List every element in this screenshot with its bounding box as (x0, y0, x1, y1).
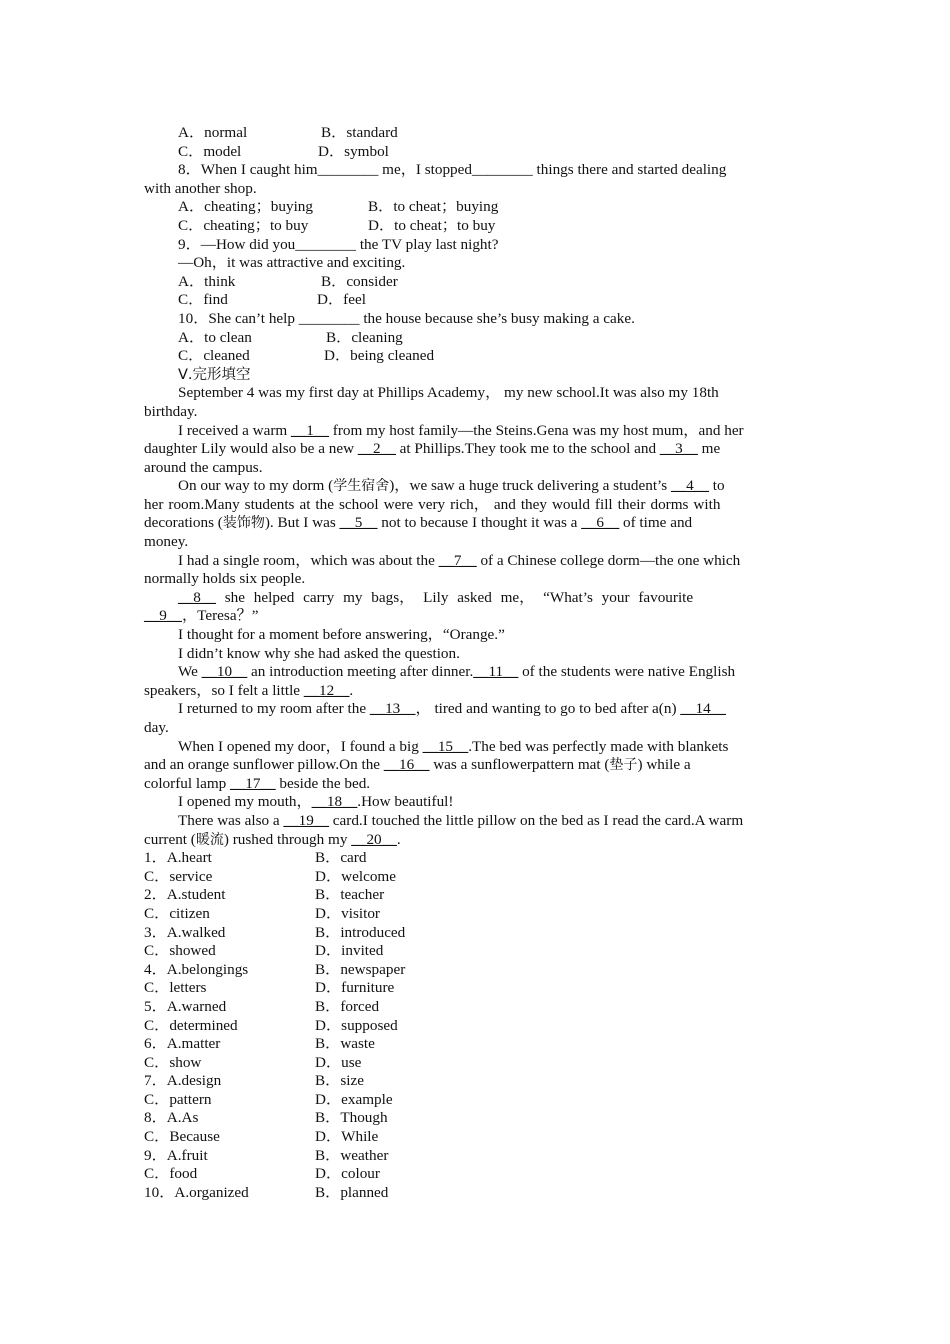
passage-p2-line3: around the campus. (144, 458, 263, 476)
text: .How beautiful! (357, 793, 454, 811)
blank-6: __6__ (581, 514, 620, 532)
text: colorful lamp (144, 774, 231, 792)
q8-option-d: D．to cheat；to buy (368, 216, 496, 234)
blank-9: __9__ (144, 607, 182, 625)
option-row (144, 1072, 806, 1091)
option-1d: D．welcome (315, 867, 396, 885)
q10-stem: 10．She can’t help ________ the house because she’s busy making a cake. (178, 309, 635, 327)
option-row (144, 1091, 806, 1110)
q7-option-a: A．normal (178, 124, 248, 141)
q8-option-a: A．cheating；buying (178, 198, 313, 216)
blank-4: __4__ (670, 477, 709, 495)
q9-option-d: D．feel (317, 291, 366, 309)
option-7a: 7．A.design (144, 1072, 222, 1090)
text: at Phillips.They took me to the school and (395, 440, 660, 458)
text: . (349, 681, 354, 699)
option-5c: C．determined (144, 1016, 238, 1034)
text: of time and (619, 514, 693, 532)
q9-option-c: C．find (178, 291, 228, 309)
text: On our way to my dorm ( (178, 477, 334, 495)
blank-8: __8__ (178, 588, 216, 606)
passage-p9-line2: day. (144, 719, 169, 736)
option-5d: D．supposed (315, 1016, 398, 1034)
passage-p4-line1 (144, 552, 806, 571)
q7-options-ab (144, 124, 806, 143)
option-2b: B．teacher (315, 886, 385, 904)
chinese-gloss: 暖流 (195, 831, 224, 848)
option-6a: 6．A.matter (144, 1035, 221, 1053)
blank-11: __11__ (473, 663, 519, 681)
section-title: Ⅴ.完形填空 (178, 366, 251, 383)
blank-17: __17__ (230, 774, 276, 792)
option-6c: C．show (144, 1053, 202, 1071)
option-row (144, 942, 806, 961)
option-row (144, 1035, 806, 1054)
text: not to because I thought it was a (377, 514, 582, 532)
option-row (144, 961, 806, 980)
q10-options-cd (144, 347, 806, 366)
passage-p9-line1 (144, 700, 806, 719)
text: ) rushed through my (223, 830, 352, 848)
text: I had a single room，which was about the (178, 551, 439, 569)
option-5a: 5．A.warned (144, 997, 227, 1015)
passage-p5-line2 (144, 607, 806, 626)
text: ， tired and wanting to go to bed after a(n) (415, 700, 681, 718)
passage-p7: I didn’t know why she had asked the question. (178, 644, 460, 662)
text: beside the bed. (275, 774, 371, 792)
passage-p1-line1 (144, 384, 806, 403)
blank-7: __7__ (438, 551, 477, 569)
text: I opened my mouth， (178, 793, 312, 811)
passage-p6: I thought for a moment before answering，“Orange.” (178, 626, 505, 644)
q9-option-a: A．think (178, 272, 236, 290)
option-4b: B．newspaper (315, 960, 406, 978)
text: of a Chinese college dorm—the one which (476, 551, 741, 569)
option-row (144, 868, 806, 887)
option-1a: 1．A.heart (144, 849, 212, 867)
q8-stem: 8．When I caught him________ me，I stopped________ things there and started dealing (178, 161, 727, 179)
blank-19: __19__ (283, 811, 329, 829)
text: an introduction meeting after dinner. (247, 663, 474, 681)
option-row (144, 1017, 806, 1036)
text: decorations ( (144, 514, 223, 532)
option-3b: B．introduced (315, 923, 406, 941)
blank-12: __12__ (303, 681, 350, 699)
option-6d: D．use (315, 1053, 362, 1071)
option-1c: C．service (144, 867, 213, 885)
text: . (396, 830, 401, 848)
option-4a: 4．A.belongings (144, 960, 249, 978)
option-10a: 10．A.organized (144, 1183, 249, 1201)
chinese-gloss: 装饰物 (222, 515, 265, 532)
q9-reply: —Oh，it was attractive and exciting. (178, 254, 406, 272)
option-2a: 2．A.student (144, 886, 226, 904)
blank-5: __5__ (339, 514, 378, 532)
chinese-gloss: 垫子 (609, 757, 638, 774)
option-7d: D．example (315, 1090, 393, 1108)
option-row (144, 886, 806, 905)
q10-option-c: C．cleaned (178, 347, 250, 365)
text: When I opened my door，I found a big (178, 737, 423, 755)
q9-options-ab (144, 273, 806, 292)
passage-p10-line3 (144, 775, 806, 794)
blank-3: __3__ (659, 440, 698, 458)
text: I received a warm (178, 421, 291, 439)
option-row (144, 905, 806, 924)
text: daughter Lily would also be a new (144, 440, 358, 458)
option-row (144, 849, 806, 868)
option-7c: C．pattern (144, 1090, 212, 1108)
passage-p2-line1 (144, 422, 806, 441)
passage-p2-line2 (144, 440, 806, 459)
q9-stem: 9．—How did you________ the TV play last night? (178, 235, 499, 253)
q7-options-cd (144, 143, 806, 162)
option-2c: C．citizen (144, 904, 210, 922)
blank-16: __16__ (383, 756, 430, 774)
passage-p3-line2: her room.Many students at the school were very rich， and they would fill their dorms with (144, 495, 721, 513)
q8-options-cd (144, 217, 806, 236)
option-2d: D．visitor (315, 904, 380, 922)
option-3d: D．invited (315, 942, 384, 960)
option-row (144, 1165, 806, 1184)
option-3a: 3．A.walked (144, 923, 226, 941)
option-1b: B．card (315, 849, 367, 867)
text: me (697, 440, 721, 458)
text: )，we saw a huge truck delivering a student’s (389, 477, 671, 495)
option-row (144, 1184, 806, 1203)
option-9c: C．food (144, 1165, 198, 1183)
q7-option-c: C．model (178, 142, 242, 160)
option-7b: B．size (315, 1072, 364, 1090)
option-8a: 8．A.As (144, 1109, 199, 1127)
passage-p5-line1 (144, 589, 806, 608)
blank-15: __15__ (422, 737, 469, 755)
option-row (144, 1128, 806, 1147)
passage-p11 (144, 793, 806, 812)
option-8c: C．Because (144, 1128, 220, 1146)
passage-p10-line1 (144, 738, 806, 757)
text: card.I touched the little pillow on the bed as I read the card.A warm (329, 811, 744, 829)
text: September 4 was my first day at Phillips Academy， my new school.It was also my 18th (178, 384, 719, 402)
text: speakers，so I felt a little (144, 681, 304, 699)
document-page (144, 124, 806, 1202)
passage-p12-line1 (144, 812, 806, 831)
q9-options-cd (144, 291, 806, 310)
chinese-gloss: 学生宿舍 (333, 478, 390, 495)
option-4d: D．furniture (315, 979, 395, 997)
passage-p1-line2: birthday. (144, 402, 198, 420)
option-3c: C．showed (144, 942, 216, 960)
blank-1: __1__ (291, 421, 329, 439)
text: There was also a (178, 811, 284, 829)
text: We (178, 663, 202, 681)
passage-p3-line4: money. (144, 533, 189, 551)
blank-10: __10__ (201, 663, 248, 681)
option-9b: B．weather (315, 1146, 389, 1164)
option-8b: B．Though (315, 1109, 388, 1127)
text: current ( (144, 830, 196, 848)
option-4c: C．letters (144, 979, 207, 997)
option-6b: B．waste (315, 1035, 375, 1053)
blank-20: __20__ (351, 830, 397, 848)
passage-p12-line2 (144, 831, 806, 850)
text: and an orange sunflower pillow.On the (144, 756, 384, 774)
option-9d: D．colour (315, 1165, 380, 1183)
q7-option-d: D．symbol (318, 142, 389, 160)
blank-18: __18__ (311, 793, 358, 811)
option-10b: B．planned (315, 1183, 389, 1201)
q9-option-b: B．consider (321, 272, 398, 290)
option-row (144, 998, 806, 1017)
q8-options-ab (144, 198, 806, 217)
option-8d: D．While (315, 1128, 379, 1146)
passage-p8-line1 (144, 663, 806, 682)
text: from my host family—the Steins.Gena was my host mum，and her (328, 421, 744, 439)
option-row (144, 979, 806, 998)
text: she helped carry my bags， Lily asked me， “What’s your favourite (215, 588, 694, 606)
text: .The bed was perfectly made with blankets (468, 737, 729, 755)
text: ) while a (637, 756, 691, 774)
q10-options-ab (144, 329, 806, 348)
blank-13: __13__ (369, 700, 416, 718)
q10-option-b: B．cleaning (326, 328, 403, 346)
passage-p4-line2: normally holds six people. (144, 570, 306, 588)
q8-stem-cont: with another shop. (144, 179, 257, 197)
text: ). But I was (264, 514, 340, 532)
text: was a sunflowerpattern mat ( (429, 756, 610, 774)
option-row (144, 924, 806, 943)
option-row (144, 1054, 806, 1073)
q10-option-a: A．to clean (178, 328, 252, 346)
q7-option-b: B．standard (321, 124, 398, 141)
passage-p3-line1 (144, 477, 806, 496)
passage-p8-line2 (144, 682, 806, 701)
option-5b: B．forced (315, 997, 380, 1015)
text: I returned to my room after the (178, 700, 370, 718)
option-row (144, 1147, 806, 1166)
q8-option-c: C．cheating；to buy (178, 216, 309, 234)
passage-p10-line2 (144, 756, 806, 775)
passage-p3-line3 (144, 514, 806, 533)
blank-2: __2__ (357, 440, 396, 458)
text: to (708, 477, 725, 495)
text: ，Teresa？” (181, 607, 259, 625)
blank-14: __14__ (680, 700, 726, 718)
q10-option-d: D．being cleaned (324, 347, 435, 365)
option-row (144, 1109, 806, 1128)
q8-option-b: B．to cheat；buying (368, 198, 499, 216)
text: of the students were native English (518, 663, 736, 681)
option-9a: 9．A.fruit (144, 1146, 208, 1164)
